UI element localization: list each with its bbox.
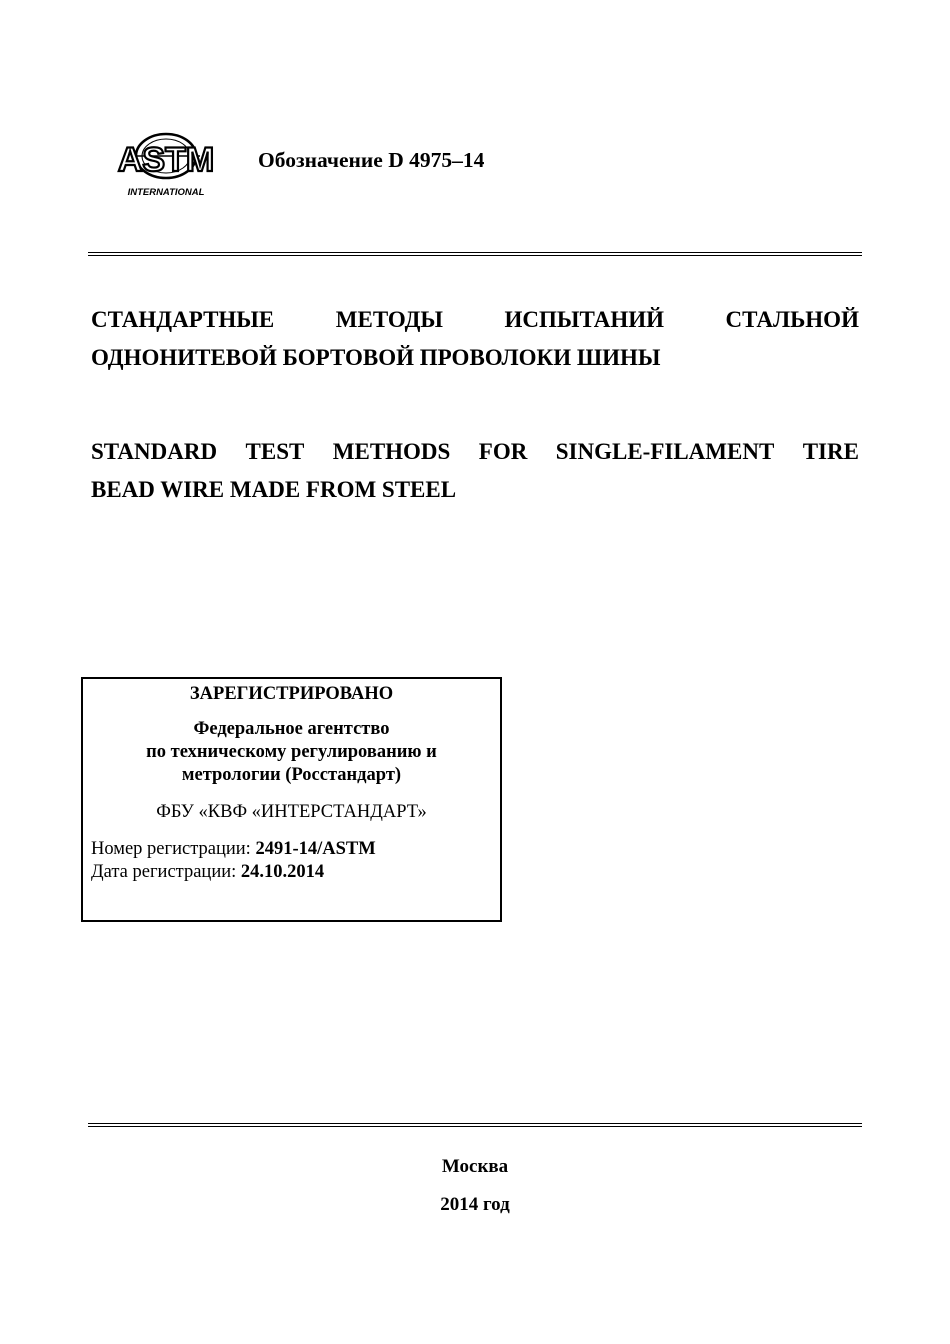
title-word: МЕТОДЫ bbox=[335, 307, 444, 332]
registration-number-label: Номер регистрации: bbox=[91, 839, 256, 859]
registration-number-row bbox=[91, 838, 500, 861]
registration-date-row bbox=[91, 861, 500, 884]
title-word: METHODS bbox=[332, 439, 451, 464]
title-english-line1 bbox=[91, 433, 859, 471]
bottom-divider bbox=[88, 1123, 862, 1127]
agency-line: Федеральное агентство bbox=[193, 719, 390, 739]
title-russian bbox=[91, 301, 859, 377]
registration-organization: ФБУ «КВФ «ИНТЕРСТАНДАРТ» bbox=[156, 802, 427, 822]
registration-number-value: 2491-14/ASTM bbox=[255, 839, 376, 859]
astm-logo bbox=[117, 126, 215, 198]
registration-heading: ЗАРЕГИСТРИРОВАНО bbox=[189, 684, 394, 704]
registration-date-label: Дата регистрации: bbox=[91, 862, 241, 882]
registration-meta bbox=[83, 838, 500, 884]
agency-line: метрологии (Росстандарт) bbox=[181, 765, 402, 785]
title-english bbox=[91, 433, 859, 509]
logo-text: ASTM bbox=[117, 141, 215, 179]
logo-subtext: INTERNATIONAL bbox=[127, 187, 205, 198]
footer-city: Москва bbox=[441, 1156, 509, 1177]
title-word: STANDARD bbox=[91, 439, 218, 464]
title-english-line2: BEAD WIRE MADE FROM STEEL bbox=[91, 477, 457, 502]
agency-line: по техническому регулированию и bbox=[146, 742, 437, 762]
registration-stamp bbox=[81, 677, 502, 922]
title-word: SINGLE-FILAMENT bbox=[555, 439, 775, 464]
registration-agency bbox=[83, 718, 500, 787]
title-word: СТАЛЬНОЙ bbox=[725, 307, 859, 332]
title-word: ИСПЫТАНИЙ bbox=[504, 307, 664, 332]
designation: Обозначение D 4975–14 bbox=[258, 148, 485, 172]
title-word: СТАНДАРТНЫЕ bbox=[91, 307, 275, 332]
registration-date-value: 24.10.2014 bbox=[240, 862, 325, 882]
footer-year: 2014 год bbox=[440, 1194, 510, 1215]
title-russian-line2: ОДНОНИТЕВОЙ БОРТОВОЙ ПРОВОЛОКИ ШИНЫ bbox=[91, 345, 661, 370]
top-divider bbox=[88, 252, 862, 256]
title-word: FOR bbox=[478, 439, 528, 464]
title-word: TEST bbox=[245, 439, 305, 464]
title-word: TIRE bbox=[802, 439, 859, 464]
astm-logo-icon bbox=[117, 126, 215, 198]
title-russian-line1 bbox=[91, 301, 859, 339]
